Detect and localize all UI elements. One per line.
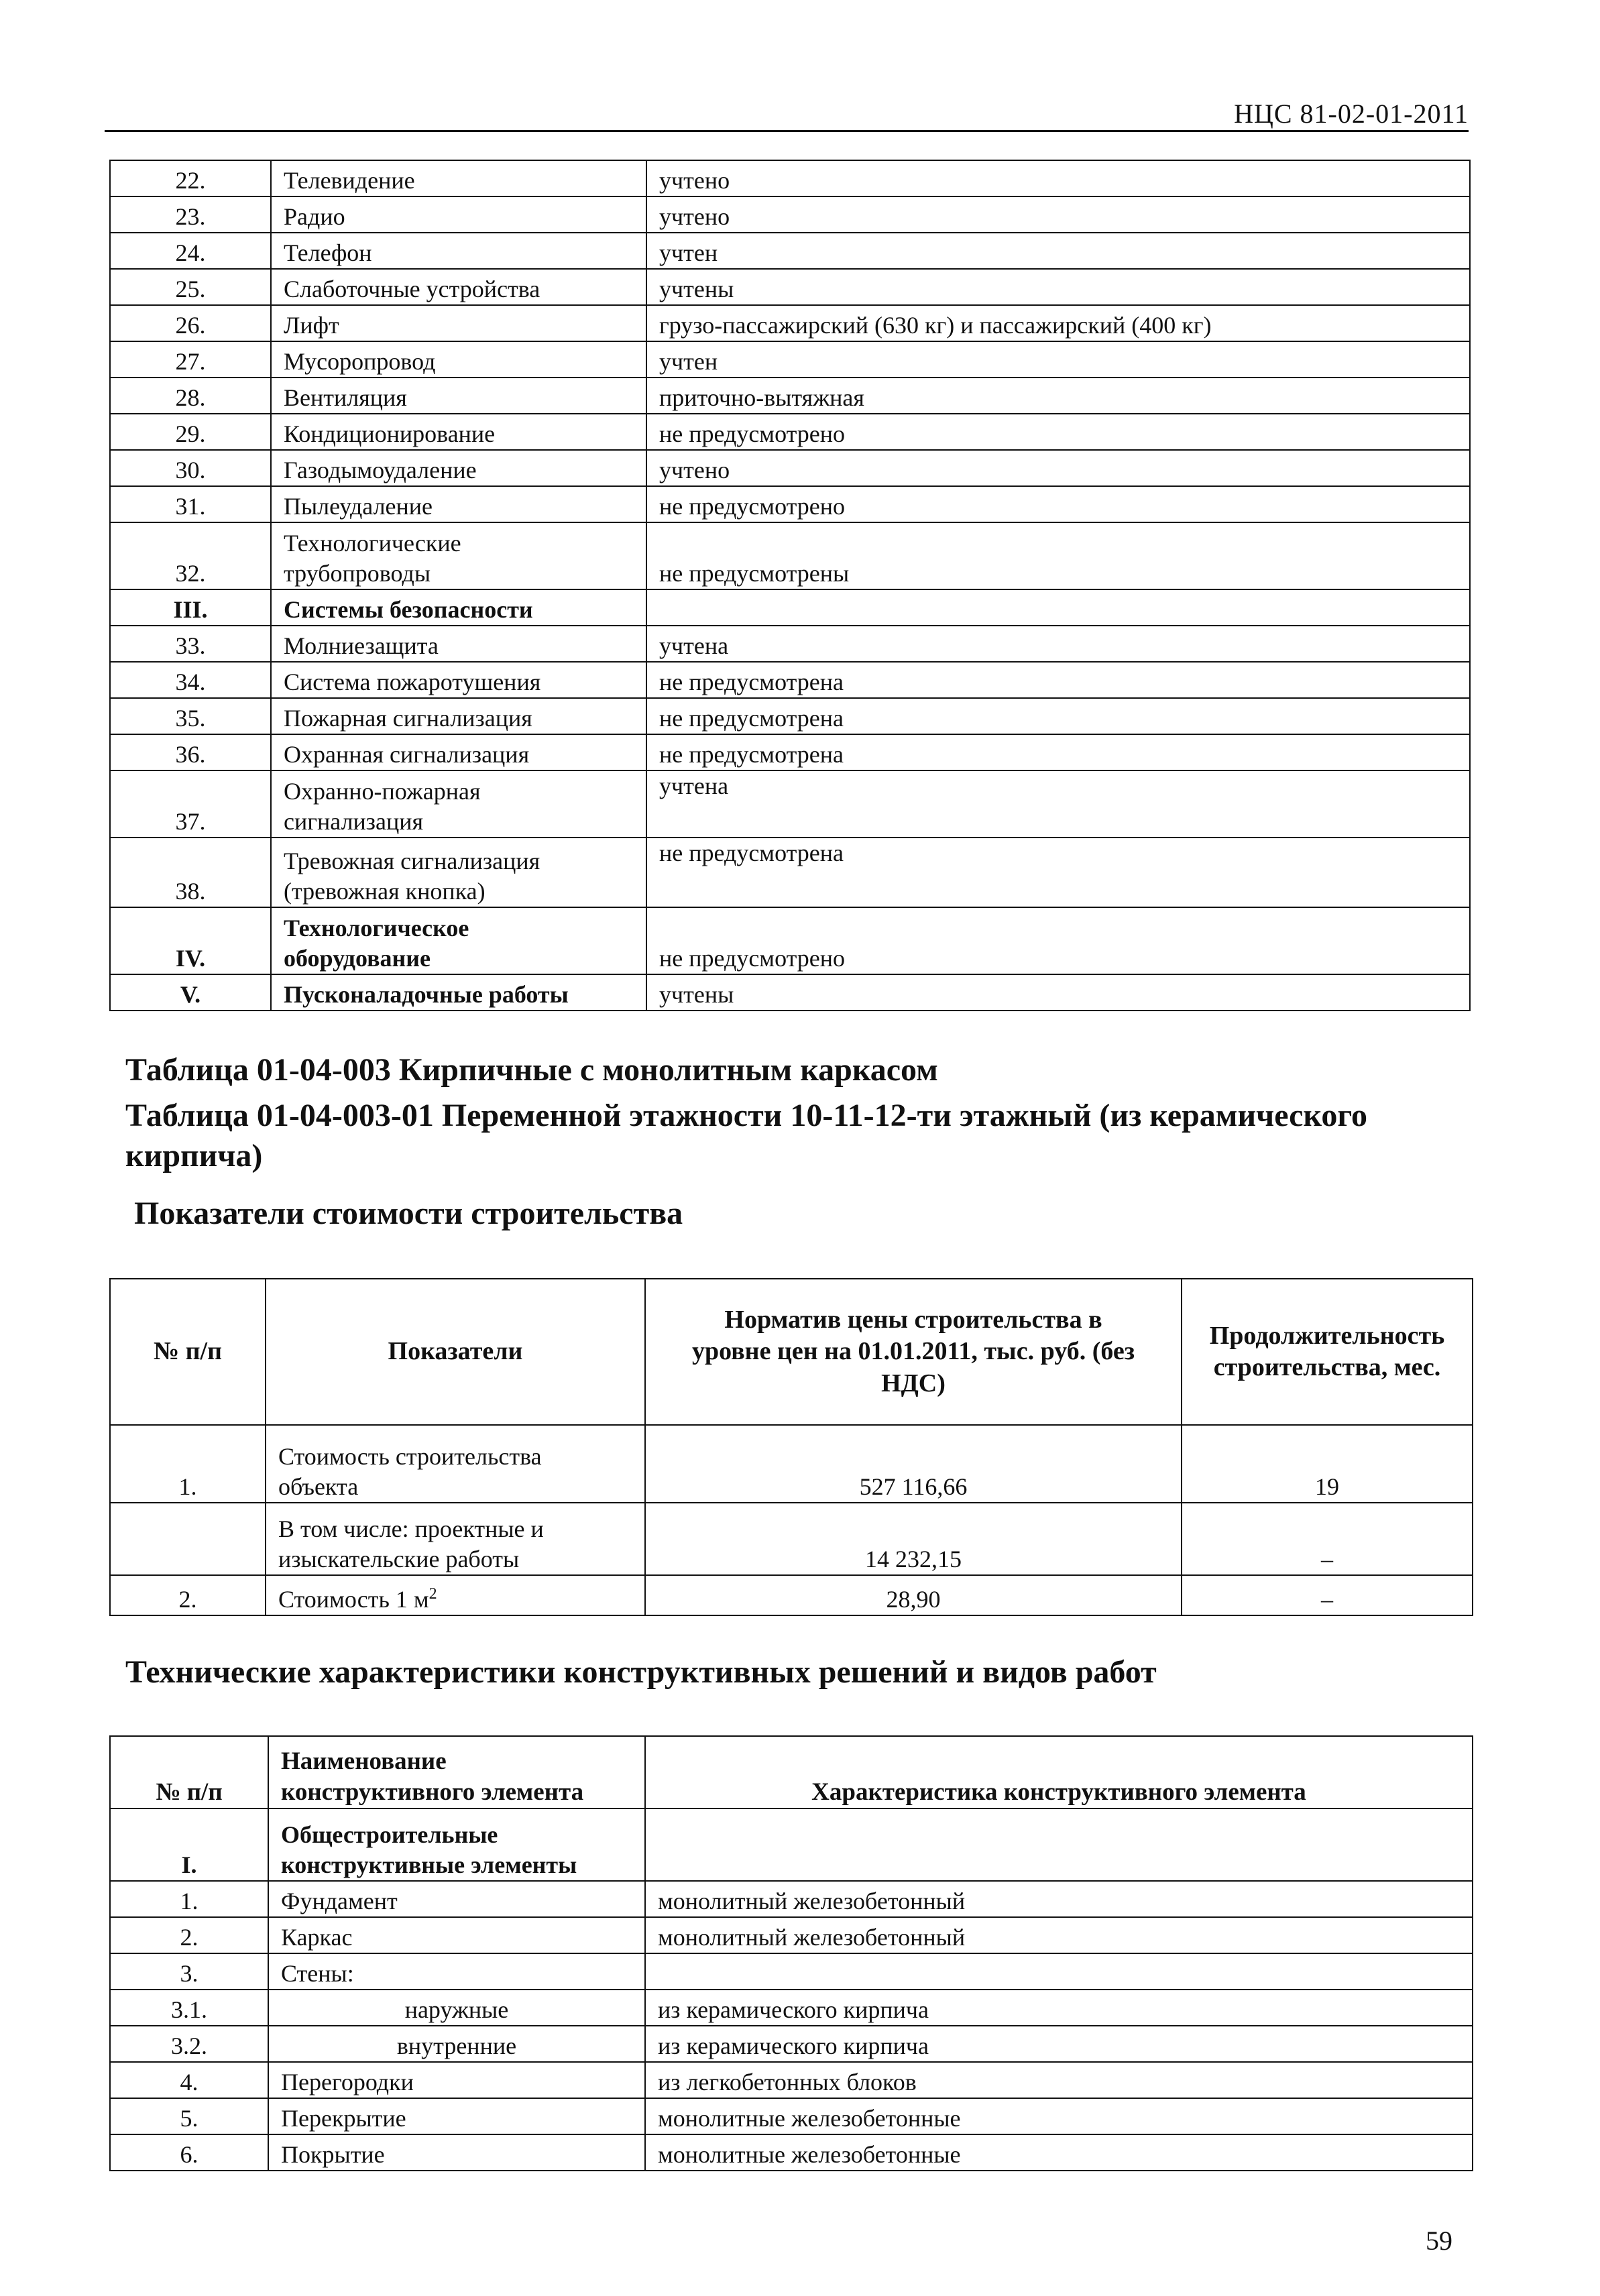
system-name: Лифт <box>271 305 646 341</box>
row-number: 28. <box>110 378 271 414</box>
element-value: из керамического кирпича <box>645 2026 1473 2062</box>
system-name: Мусоропровод <box>271 341 646 378</box>
header-norm <box>645 1279 1182 1425</box>
table-header-row <box>110 1279 1473 1425</box>
name-line: (тревожная кнопка) <box>284 878 485 905</box>
row-number: 2. <box>110 1917 268 1953</box>
element-value <box>645 1953 1473 1990</box>
section-title <box>271 907 646 974</box>
row-number: 3.2. <box>110 2026 268 2062</box>
tech-characteristics-heading: Технические характеристики конструктивных решений и видов работ <box>125 1654 1157 1690</box>
table-row <box>110 486 1470 522</box>
indicator-name <box>266 1425 645 1503</box>
row-number <box>110 1503 266 1575</box>
system-name: Слаботочные устройства <box>271 269 646 305</box>
duration-value: 19 <box>1182 1425 1473 1503</box>
row-number: 37. <box>110 770 271 838</box>
name-line: Охранно-пожарная <box>284 778 481 805</box>
header-line: Наименование <box>281 1747 447 1775</box>
system-value: не предусмотрена <box>646 838 1470 907</box>
element-value: монолитные железобетонные <box>645 2134 1473 2171</box>
system-name: Газодымоудаление <box>271 450 646 486</box>
row-number: 33. <box>110 626 271 662</box>
header-line: строительства, мес. <box>1213 1353 1441 1381</box>
page-number: 59 <box>1426 2226 1452 2256</box>
element-name: Перегородки <box>268 2062 645 2098</box>
row-number: 26. <box>110 305 271 341</box>
system-value: приточно-вытяжная <box>646 378 1470 414</box>
cost-indicators-table <box>109 1278 1473 1616</box>
header-characteristic: Характеристика конструктивного элемента <box>645 1736 1473 1809</box>
row-number: 34. <box>110 662 271 698</box>
system-value <box>646 589 1470 626</box>
system-name: Вентиляция <box>271 378 646 414</box>
element-value: из легкобетонных блоков <box>645 2062 1473 2098</box>
system-value: учтено <box>646 450 1470 486</box>
table-row <box>110 2098 1473 2134</box>
table-row <box>110 378 1470 414</box>
system-name: Телевидение <box>271 160 646 196</box>
row-number: 4. <box>110 2062 268 2098</box>
row-number: 1. <box>110 1425 266 1503</box>
document-code: НЦС 81-02-01-2011 <box>1234 99 1469 129</box>
table-row <box>110 2062 1473 2098</box>
table-row <box>110 662 1470 698</box>
system-value: не предусмотрены <box>646 522 1470 589</box>
system-name: Молниезащита <box>271 626 646 662</box>
row-number: 31. <box>110 486 271 522</box>
table-row <box>110 974 1470 1011</box>
row-number: 2. <box>110 1575 266 1615</box>
row-number: 29. <box>110 414 271 450</box>
system-name: Телефон <box>271 233 646 269</box>
name-line: объекта <box>278 1473 359 1500</box>
row-number: 5. <box>110 2098 268 2134</box>
duration-value: – <box>1182 1575 1473 1615</box>
system-name: Радио <box>271 196 646 233</box>
table-row <box>110 305 1470 341</box>
table-row <box>110 1953 1473 1990</box>
row-number: 38. <box>110 838 271 907</box>
element-value: монолитный железобетонный <box>645 1881 1473 1917</box>
table-row <box>110 450 1470 486</box>
name-line: сигнализация <box>284 808 424 835</box>
system-value: учтено <box>646 196 1470 233</box>
name-line: изыскательские работы <box>278 1546 520 1572</box>
row-number: 22. <box>110 160 271 196</box>
system-name: Пожарная сигнализация <box>271 698 646 734</box>
table-row <box>110 2026 1473 2062</box>
row-number: 36. <box>110 734 271 770</box>
system-value: учтено <box>646 160 1470 196</box>
structural-elements-table <box>109 1735 1473 2171</box>
table-row <box>110 698 1470 734</box>
indicator-name <box>266 1575 645 1615</box>
row-number: 25. <box>110 269 271 305</box>
system-value: учтены <box>646 269 1470 305</box>
table-row <box>110 626 1470 662</box>
system-value: не предусмотрена <box>646 734 1470 770</box>
system-value: учтен <box>646 341 1470 378</box>
superscript: 2 <box>428 1585 437 1603</box>
section-number: IV. <box>110 907 271 974</box>
name-line: Технологическое <box>284 915 469 941</box>
header-duration <box>1182 1279 1473 1425</box>
header-line: уровне цен на 01.01.2011, тыс. руб. (без <box>691 1337 1135 1366</box>
system-name: Кондиционирование <box>271 414 646 450</box>
row-number: 35. <box>110 698 271 734</box>
system-value: не предусмотрено <box>646 907 1470 974</box>
system-name: Охранная сигнализация <box>271 734 646 770</box>
system-value: грузо-пассажирский (630 кг) и пассажирский (400 кг) <box>646 305 1470 341</box>
table-row <box>110 734 1470 770</box>
table-row <box>110 1990 1473 2026</box>
indicator-name <box>266 1503 645 1575</box>
row-number: 27. <box>110 341 271 378</box>
system-value: не предусмотрено <box>646 414 1470 450</box>
table-row <box>110 341 1470 378</box>
table-row <box>110 1503 1473 1575</box>
header-number: № п/п <box>110 1279 266 1425</box>
name-line: трубопроводы <box>284 560 431 587</box>
row-number: 23. <box>110 196 271 233</box>
cost-indicators-heading: Показатели стоимости строительства <box>134 1196 683 1231</box>
price-value: 14 232,15 <box>645 1503 1182 1575</box>
table-row <box>110 233 1470 269</box>
row-number: 30. <box>110 450 271 486</box>
header-indicator: Показатели <box>266 1279 645 1425</box>
title-line: кирпича) <box>125 1138 263 1173</box>
system-value: не предусмотрена <box>646 662 1470 698</box>
table-row <box>110 838 1470 907</box>
section-title: Пусконаладочные работы <box>271 974 646 1011</box>
price-value: 527 116,66 <box>645 1425 1182 1503</box>
name-line: Тревожная сигнализация <box>284 848 540 874</box>
section-title: Системы безопасности <box>271 589 646 626</box>
system-value: учтен <box>646 233 1470 269</box>
header-element <box>268 1736 645 1809</box>
system-name <box>271 770 646 838</box>
title-line: Таблица 01-04-003-01 Переменной этажности 10-11-12-ти этажный (из керамического <box>125 1098 1368 1133</box>
row-number: 1. <box>110 1881 268 1917</box>
table-row <box>110 160 1470 196</box>
duration-value: – <box>1182 1503 1473 1575</box>
header-number: № п/п <box>110 1736 268 1809</box>
element-name: Стены: <box>268 1953 645 1990</box>
element-name: Покрытие <box>268 2134 645 2171</box>
price-value: 28,90 <box>645 1575 1182 1615</box>
table-row <box>110 1575 1473 1615</box>
element-name: наружные <box>268 1990 645 2026</box>
header-line: НДС) <box>881 1369 946 1397</box>
system-value: не предусмотрена <box>646 698 1470 734</box>
table-row <box>110 1425 1473 1503</box>
system-value: учтена <box>646 770 1470 838</box>
table-row <box>110 196 1470 233</box>
element-name: Перекрытие <box>268 2098 645 2134</box>
row-number: 6. <box>110 2134 268 2171</box>
table-row <box>110 522 1470 589</box>
name-line: Общестроительные <box>281 1821 498 1848</box>
name-line: конструктивные элементы <box>281 1851 577 1878</box>
header-divider <box>105 130 1469 132</box>
element-value: монолитные железобетонные <box>645 2098 1473 2134</box>
system-value: учтена <box>646 626 1470 662</box>
system-value: учтены <box>646 974 1470 1011</box>
table-row <box>110 414 1470 450</box>
system-name <box>271 838 646 907</box>
systems-table <box>109 160 1471 1011</box>
name-line: В том числе: проектные и <box>278 1515 544 1542</box>
row-number: 24. <box>110 233 271 269</box>
system-name: Система пожаротушения <box>271 662 646 698</box>
header-line: Норматив цены строительства в <box>724 1305 1102 1334</box>
row-number: 3. <box>110 1953 268 1990</box>
table-row <box>110 589 1470 626</box>
system-value: не предусмотрено <box>646 486 1470 522</box>
header-line: Продолжительность <box>1209 1321 1445 1350</box>
name-line: Стоимость строительства <box>278 1443 542 1470</box>
header-line: конструктивного элемента <box>281 1778 584 1806</box>
row-number: 32. <box>110 522 271 589</box>
table-header-row <box>110 1736 1473 1809</box>
system-name <box>271 522 646 589</box>
element-value: монолитный железобетонный <box>645 1917 1473 1953</box>
table-row <box>110 1881 1473 1917</box>
section-title <box>268 1809 645 1881</box>
element-value <box>645 1809 1473 1881</box>
section-number: V. <box>110 974 271 1011</box>
table-title-2 <box>125 1096 1473 1176</box>
name-text: Стоимость 1 м <box>278 1586 429 1613</box>
name-line: оборудование <box>284 945 431 972</box>
row-number: 3.1. <box>110 1990 268 2026</box>
element-name: Каркас <box>268 1917 645 1953</box>
section-number: I. <box>110 1809 268 1881</box>
system-name: Пылеудаление <box>271 486 646 522</box>
element-value: из керамического кирпича <box>645 1990 1473 2026</box>
table-title-1: Таблица 01-04-003 Кирпичные с монолитным каркасом <box>125 1052 938 1088</box>
table-row <box>110 1809 1473 1881</box>
element-name: Фундамент <box>268 1881 645 1917</box>
table-row <box>110 1917 1473 1953</box>
table-row <box>110 907 1470 974</box>
name-line: Технологические <box>284 530 461 557</box>
element-name: внутренние <box>268 2026 645 2062</box>
section-number: III. <box>110 589 271 626</box>
table-row <box>110 269 1470 305</box>
table-row <box>110 770 1470 838</box>
table-row <box>110 2134 1473 2171</box>
